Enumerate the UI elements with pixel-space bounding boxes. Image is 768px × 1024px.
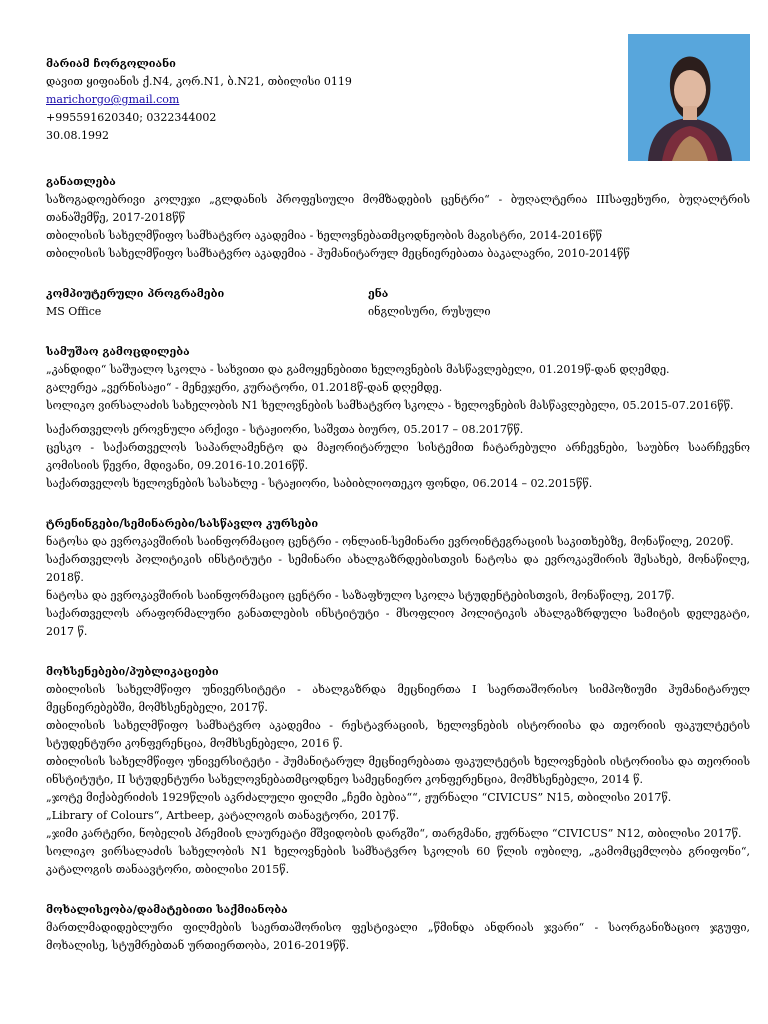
publication-item: „ჯოტე მიქაბერიძის 1929წლის აკრძალული ფილმი „ჩემი ბებია““, ჟურნალი “CIVICUS” N15, თბილისი 2017წ. bbox=[46, 791, 672, 804]
contact-phone: +995591620340; 0322344002 bbox=[46, 111, 217, 124]
section-heading-language: ენა bbox=[368, 287, 389, 300]
resume-document bbox=[46, 55, 750, 955]
education-item: თბილისის სახელმწიფო სამხატვრო აკადემია - ჰუმანიტარულ მეცნიერებათა ბაკალავრი, 2010-2014წწ bbox=[46, 247, 630, 260]
experience-item: საქართველოს ეროვნული არქივი - სტაჟიორი, საშვთა ბიურო, 05.2017 – 08.2017წწ. bbox=[46, 423, 524, 436]
publication-item: თბილისის სახელმწიფო უნივერსიტეტი - ახალგაზრდა მეცნიერთა I საერთაშორისო სიმპოზიუმი ჰუმანიტარულ მეცნიერებებში, მომხსენებელი, 2017წ. bbox=[46, 683, 750, 714]
section-heading-volunteering: მოხალისეობა/დამატებითი საქმიანობა bbox=[46, 903, 288, 916]
section-heading-publications: მოხსენებები/პუბლიკაციები bbox=[46, 665, 219, 678]
section-heading-computer: კომპიუტერული პროგრამები bbox=[46, 287, 225, 300]
experience-item: საქართველოს ხელოვნების სასახლე - სტაჟიორი, საბიბლიოთეკო ფონდი, 06.2014 – 02.2015წწ. bbox=[46, 477, 593, 490]
language-value: ინგლისური, რუსული bbox=[368, 305, 491, 318]
contact-address: დავით ყიფიანის ქ.N4, კორ.N1, ბ.N21, თბილისი 0119 bbox=[46, 75, 352, 88]
training-item: საქართველოს პოლიტიკის ინსტიტუტი - სემინარი ახალგაზრდებისთვის ნატოსა და ევროკავშირის შესახებ, მონაწილე, 2018წ. bbox=[46, 553, 750, 584]
computer-skills-value: MS Office bbox=[46, 305, 102, 318]
contact-name: მარიამ ჩორგოლიანი bbox=[46, 57, 176, 70]
section-heading-trainings: ტრენინგები/სემინარები/სასწავლო კურსები bbox=[46, 517, 319, 530]
publication-item: თბილისის სახელმწიფო უნივერსიტეტი - ჰუმანიტარულ მეცნიერებათა ფაკულტეტის ხელოვნების ისტორიისა და თეორიის ინსტიტუტი, II სტუდენტური სახელოვნებათმცოდნეო სამეცნიერო კონფერენცია, მომხსენებელი, 2014 წ. bbox=[46, 755, 750, 786]
training-item: ნატოსა და ევროკავშირის საინფორმაციო ცენტრი - საზაფხულო სკოლა სტუდენტებისთვის, მონაწილე, 2017წ. bbox=[46, 589, 675, 602]
section-heading-education: განათლება bbox=[46, 175, 116, 188]
training-item: საქართველოს არაფორმალური განათლების ინსტიტუტი - მსოფლიო პოლიტიკის ახალგაზრდული სამიტის დელეგატი, 2017 წ. bbox=[46, 607, 750, 638]
publication-item: თბილისის სახელმწიფო სამხატვრო აკადემია - რესტავრაციის, ხელოვნების ისტორიისა და თეორიის ფაკულტეტის სტუდენტური კონფერენცია, მომხსენებელი, 2016 წ. bbox=[46, 719, 750, 750]
volunteering-item: მართლმადიდებლური ფილმების საერთაშორისო ფესტივალი „წმინდა ანდრიას ჯვარი“ - საორგანიზაციო ჯგუფი, მოხალისე, სტუმრებთან ურთიერთობა, 2016-2019წწ. bbox=[46, 921, 750, 952]
contact-email-link[interactable]: marichorgo@gmail.com bbox=[46, 93, 180, 106]
publication-item: სოლიკო ვირსალაძის სახელობის N1 ხელოვნების სამხატვრო სკოლის 60 წლის იუბილე, „გამომცემლობა გრიფონი“, კატალოგის თანაავტორი, თბილისი 2015წ. bbox=[46, 845, 750, 876]
skills-row bbox=[46, 285, 750, 321]
experience-item: ცესკო - საქართველოს საპარლამენტო და მაჟორიტარული სისტემით ჩატარებული არჩევნები, საუბნო საარჩევნო კომისიის წევრი, მდივანი, 09.2016-10.2016წწ. bbox=[46, 441, 750, 472]
publication-item: „ჯიმი კარტერი, ნობელის პრემიის ლაურეატი მშვიდობის დარგში“, თარგმანი, ჟურნალი “CIVICUS” N12, თბილისი 2017წ. bbox=[46, 827, 742, 840]
publication-item: „Library of Colours“, Artbeep, კატალოგის თანავტორი, 2017წ. bbox=[46, 809, 400, 822]
experience-item: „კანდიდი“ საშუალო სკოლა - სახვითი და გამოყენებითი ხელოვნების მასწავლებელი, 01.2019წ-დან დღემდე. bbox=[46, 363, 670, 376]
training-item: ნატოსა და ევროკავშირის საინფორმაციო ცენტრი - ონლაინ-სემინარი ევროინტეგრაციის საკითხებზე, მონაწილე, 2020წ. bbox=[46, 535, 734, 548]
education-item: საზოგადოებრივი კოლეჯი „გლდანის პროფესიული მომზადების ცენტრი“ - ბუღალტერია IIIსაფეხური, ბუღალტრის თანაშემწე, 2017-2018წწ bbox=[46, 193, 750, 224]
experience-item: სოლიკო ვირსალაძის სახელობის N1 ხელოვნების სამხატვრო სკოლა - ხელოვნების მასწავლებელი, 05.2015-07.2016წწ. bbox=[46, 399, 734, 412]
education-item: თბილისის სახელმწიფო სამხატვრო აკადემია - ხელოვნებათმცოდნეობის მაგისტრი, 2014-2016წწ bbox=[46, 229, 603, 242]
experience-item: გალერეა „ვერნისაჟი“ - მენეჯერი, კურატორი, 01.2018წ-დან დღემდე. bbox=[46, 381, 443, 394]
contact-dob: 30.08.1992 bbox=[46, 129, 109, 142]
section-heading-experience: სამუშაო გამოცდილება bbox=[46, 345, 190, 358]
